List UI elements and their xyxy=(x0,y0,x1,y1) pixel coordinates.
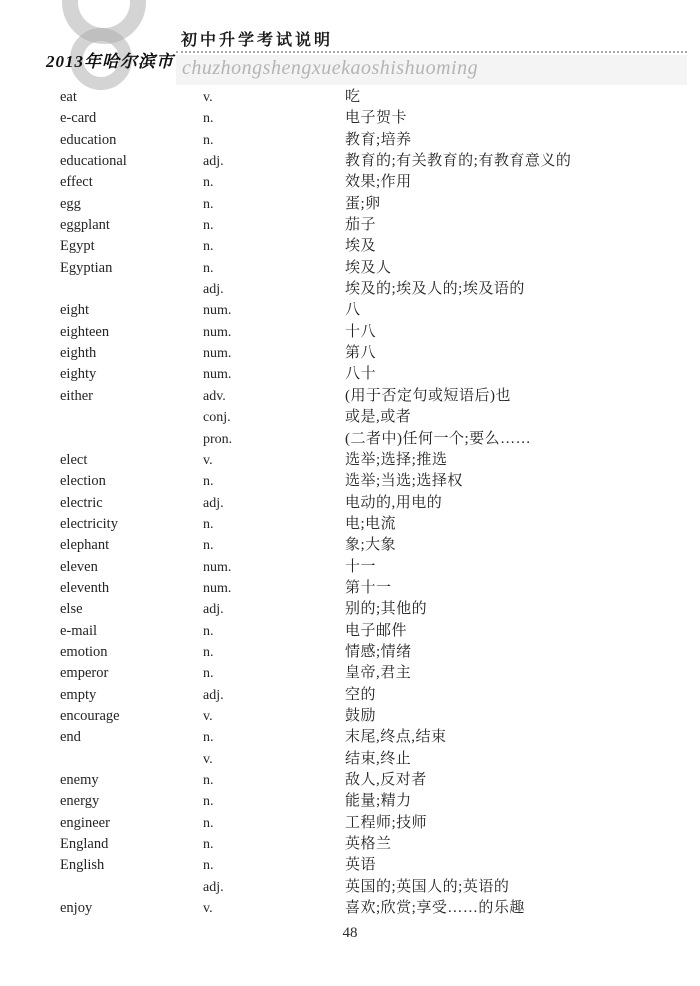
table-row xyxy=(0,236,700,257)
pinyin-subtitle: chuzhongshengxuekaoshishuoming xyxy=(182,57,479,79)
word-cell: eighteen xyxy=(60,323,110,340)
table-row xyxy=(0,898,700,919)
page-title: 初中升学考试说明 xyxy=(181,32,334,49)
page-footer xyxy=(0,924,700,942)
table-row xyxy=(0,834,700,855)
table-row xyxy=(0,813,700,834)
table-row xyxy=(0,151,700,172)
word-cell: England xyxy=(60,836,109,853)
meaning-cell: 象;大象 xyxy=(345,537,397,554)
table-row xyxy=(0,877,700,898)
word-cell: empty xyxy=(60,686,97,703)
word-cell: eleven xyxy=(60,558,98,575)
meaning-cell: 埃及的;埃及人的;埃及语的 xyxy=(345,281,525,298)
meaning-cell: 八十 xyxy=(345,366,377,383)
pos-cell: v. xyxy=(203,452,213,468)
meaning-cell: 十一 xyxy=(345,558,377,575)
table-row xyxy=(0,450,700,471)
table-row xyxy=(0,749,700,770)
word-cell: educational xyxy=(60,153,127,170)
pos-cell: num. xyxy=(203,559,232,575)
word-cell: enjoy xyxy=(60,900,93,917)
table-row xyxy=(0,300,700,321)
pos-cell: num. xyxy=(203,367,232,383)
pos-cell: n. xyxy=(203,644,214,660)
meaning-cell: 情感;情绪 xyxy=(345,643,412,660)
table-row xyxy=(0,279,700,300)
word-cell: end xyxy=(60,729,81,746)
table-row xyxy=(0,706,700,727)
pos-cell: adj. xyxy=(203,495,224,511)
word-cell: enemy xyxy=(60,772,99,788)
word-cell: egg xyxy=(60,195,81,212)
meaning-cell: 英语 xyxy=(345,857,377,874)
table-row xyxy=(0,855,700,876)
meaning-cell: 埃及人 xyxy=(345,259,392,276)
word-cell: eat xyxy=(60,89,77,105)
word-cell: eight xyxy=(60,302,89,319)
pos-cell: v. xyxy=(203,708,213,724)
pinyin-strip xyxy=(176,55,687,85)
word-cell: eggplant xyxy=(60,217,110,234)
pos-cell: n. xyxy=(203,239,214,255)
word-cell xyxy=(60,407,203,428)
meaning-cell: (用于否定句或短语后)也 xyxy=(345,387,511,404)
word-cell: emperor xyxy=(60,665,109,682)
word-cell: either xyxy=(60,387,94,404)
table-row xyxy=(0,727,700,748)
pos-cell: num. xyxy=(203,324,232,340)
meaning-cell: 别的;其他的 xyxy=(345,601,428,618)
series-title: 2013年哈尔滨市 xyxy=(46,52,174,71)
meaning-cell: 电动的,用电的 xyxy=(345,494,443,511)
word-cell: else xyxy=(60,601,83,618)
table-row xyxy=(0,322,700,343)
meaning-cell: 工程师;技师 xyxy=(345,814,428,831)
table-row xyxy=(0,87,700,108)
meaning-cell: 教育的;有关教育的;有教育意义的 xyxy=(345,153,572,170)
meaning-cell: 教育;培养 xyxy=(345,131,412,148)
table-row xyxy=(0,172,700,193)
logo-ring-top xyxy=(62,0,146,44)
word-cell: Egyptian xyxy=(60,259,113,276)
meaning-cell: (二者中)任何一个;要么…… xyxy=(345,430,532,447)
meaning-cell: 吃 xyxy=(345,89,361,105)
meaning-cell: 选举;当选;选择权 xyxy=(345,473,463,490)
word-cell: English xyxy=(60,857,105,874)
pos-cell: n. xyxy=(203,111,214,127)
meaning-cell: 皇帝,君主 xyxy=(345,665,412,682)
table-row xyxy=(0,514,700,535)
meaning-cell: 茄子 xyxy=(345,217,377,234)
meaning-cell: 效果;作用 xyxy=(345,174,412,191)
table-row xyxy=(0,258,700,279)
table-row xyxy=(0,621,700,642)
pos-cell: n. xyxy=(203,666,214,682)
pos-cell: n. xyxy=(203,773,214,788)
meaning-cell: 末尾,终点,结束 xyxy=(345,729,447,746)
pos-cell: adj. xyxy=(203,282,224,298)
pos-cell: v. xyxy=(203,751,213,767)
word-cell: engineer xyxy=(60,814,110,831)
pos-cell: n. xyxy=(203,260,214,276)
word-cell: elect xyxy=(60,451,88,468)
word-cell: elephant xyxy=(60,537,110,554)
word-cell xyxy=(60,279,203,300)
pos-cell: n. xyxy=(203,538,214,554)
word-cell xyxy=(60,429,203,450)
pos-cell: adj. xyxy=(203,154,224,170)
pos-cell: adv. xyxy=(203,388,226,404)
pos-cell: n. xyxy=(203,132,214,148)
meaning-cell: 第八 xyxy=(345,345,377,362)
word-cell: eighty xyxy=(60,366,97,383)
pos-cell: v. xyxy=(203,901,213,917)
meaning-cell: 埃及 xyxy=(345,238,377,255)
meaning-cell: 能量;精力 xyxy=(345,793,412,810)
pos-cell: n. xyxy=(203,623,214,639)
table-row xyxy=(0,429,700,450)
word-cell: election xyxy=(60,473,106,490)
meaning-cell: 英国的;英国人的;英语的 xyxy=(345,878,510,895)
pos-cell: num. xyxy=(203,303,232,319)
pos-cell: adj. xyxy=(203,602,224,618)
meaning-cell: 空的 xyxy=(345,686,377,703)
pos-cell: adj. xyxy=(203,687,224,703)
table-row xyxy=(0,130,700,151)
word-table xyxy=(0,87,700,919)
pos-cell: n. xyxy=(203,516,214,532)
table-row xyxy=(0,685,700,706)
page-number: 48 xyxy=(342,925,358,941)
pos-cell: n. xyxy=(203,815,214,831)
meaning-cell: 蛋;卵 xyxy=(345,195,381,212)
word-cell: eleventh xyxy=(60,579,110,596)
table-row xyxy=(0,471,700,492)
word-cell: electric xyxy=(60,494,103,511)
pos-cell: conj. xyxy=(203,410,231,426)
word-cell: electricity xyxy=(60,515,118,532)
pos-cell: n. xyxy=(203,175,214,191)
meaning-cell: 鼓励 xyxy=(345,707,377,724)
pos-cell: pron. xyxy=(203,431,233,447)
meaning-cell: 电子邮件 xyxy=(345,622,408,639)
table-row xyxy=(0,343,700,364)
meaning-cell: 选举;选择;推选 xyxy=(345,451,448,468)
pos-cell: num. xyxy=(203,346,232,362)
table-row xyxy=(0,215,700,236)
meaning-cell: 或是,或者 xyxy=(345,409,412,426)
table-row xyxy=(0,535,700,556)
meaning-cell: 英格兰 xyxy=(345,836,392,853)
pos-cell: n. xyxy=(203,474,214,490)
table-row xyxy=(0,407,700,428)
table-row xyxy=(0,578,700,599)
table-row xyxy=(0,599,700,620)
pos-cell: v. xyxy=(203,90,213,105)
word-cell: education xyxy=(60,131,117,148)
meaning-cell: 结束,终止 xyxy=(345,750,412,767)
word-cell: eighth xyxy=(60,345,97,362)
pos-cell: adj. xyxy=(203,879,224,895)
table-row xyxy=(0,386,700,407)
meaning-cell: 电子贺卡 xyxy=(345,110,408,127)
word-cell: effect xyxy=(60,174,93,191)
pos-cell: n. xyxy=(203,196,214,212)
word-cell: e-card xyxy=(60,110,97,127)
table-row xyxy=(0,557,700,578)
table-row xyxy=(0,108,700,129)
pos-cell: n. xyxy=(203,730,214,746)
dotted-rule xyxy=(176,51,687,53)
pos-cell: num. xyxy=(203,580,232,596)
word-cell: encourage xyxy=(60,707,120,724)
table-row xyxy=(0,642,700,663)
meaning-cell: 十八 xyxy=(345,323,377,340)
meaning-cell: 第十一 xyxy=(345,579,392,596)
meaning-cell: 电;电流 xyxy=(345,515,397,532)
table-row xyxy=(0,364,700,385)
word-cell: Egypt xyxy=(60,238,95,255)
word-cell: e-mail xyxy=(60,622,98,639)
pos-cell: n. xyxy=(203,218,214,234)
table-row xyxy=(0,194,700,215)
table-row xyxy=(0,493,700,514)
word-cell xyxy=(60,877,203,898)
meaning-cell: 敌人,反对者 xyxy=(345,772,427,788)
meaning-cell: 八 xyxy=(345,302,361,319)
word-cell xyxy=(60,749,203,770)
meaning-cell: 喜欢;欣赏;享受……的乐趣 xyxy=(345,900,525,917)
table-row xyxy=(0,791,700,812)
pos-cell: n. xyxy=(203,837,214,853)
word-cell: energy xyxy=(60,793,100,810)
pos-cell: n. xyxy=(203,794,214,810)
table-row xyxy=(0,663,700,684)
table-row xyxy=(0,770,700,791)
word-cell: emotion xyxy=(60,643,108,660)
pos-cell: n. xyxy=(203,858,214,874)
